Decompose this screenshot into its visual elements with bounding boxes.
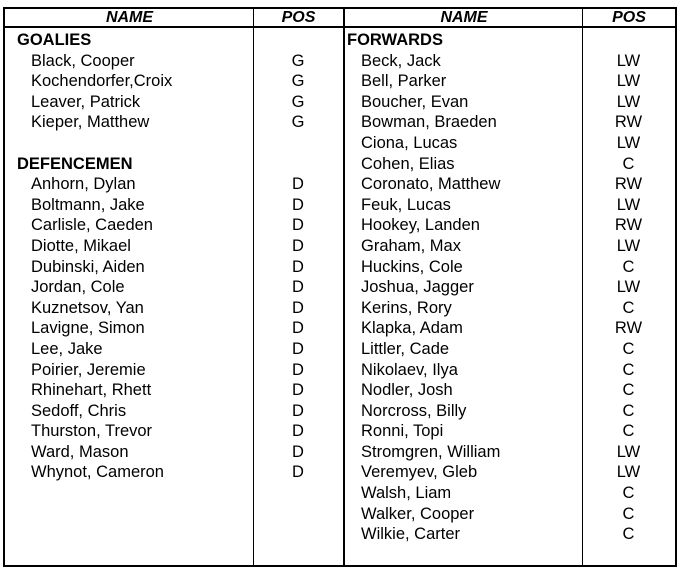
player-name: Lavigne, Simon xyxy=(31,319,145,338)
goalies-section-title-row xyxy=(5,30,343,51)
player-row xyxy=(345,298,675,319)
player-row xyxy=(5,421,343,442)
player-position: D xyxy=(292,195,304,214)
player-row xyxy=(345,174,675,195)
player-position: D xyxy=(292,216,304,235)
player-name: Bowman, Braeden xyxy=(361,113,497,132)
player-row xyxy=(345,462,675,483)
forwards-section-title: FORWARDS xyxy=(347,31,443,49)
player-position: C xyxy=(622,504,635,523)
header-pos-right: POS xyxy=(612,9,646,26)
player-name: Carlisle, Caeden xyxy=(31,216,153,235)
player-row xyxy=(345,112,675,133)
player-name: Boltmann, Jake xyxy=(31,195,145,214)
player-name: Leaver, Patrick xyxy=(31,92,141,111)
player-name: Boucher, Evan xyxy=(361,92,469,111)
player-position: LW xyxy=(616,278,641,297)
player-name: Coronato, Matthew xyxy=(361,175,501,194)
player-position: RW xyxy=(614,175,643,194)
player-position: LW xyxy=(616,442,641,461)
player-row xyxy=(5,236,343,257)
player-name: Ward, Mason xyxy=(31,442,129,461)
player-row xyxy=(345,421,675,442)
spacer-row xyxy=(5,133,343,154)
player-position: G xyxy=(291,51,305,70)
player-row xyxy=(5,462,343,483)
player-position: C xyxy=(622,381,635,400)
player-row xyxy=(5,174,343,195)
player-position: D xyxy=(292,381,304,400)
player-position: D xyxy=(292,339,304,358)
player-row xyxy=(345,401,675,422)
player-name: Nikolaev, Ilya xyxy=(361,360,458,379)
player-position: C xyxy=(622,298,635,317)
player-row xyxy=(345,339,675,360)
player-name: Walsh, Liam xyxy=(361,484,452,503)
player-name: Stromgren, William xyxy=(361,442,501,461)
player-name: Huckins, Cole xyxy=(361,257,463,276)
player-position: D xyxy=(292,463,304,482)
player-position: D xyxy=(292,319,304,338)
player-position: RW xyxy=(614,319,643,338)
header-name-left: NAME xyxy=(105,9,154,26)
player-position: C xyxy=(622,339,635,358)
player-row xyxy=(5,442,343,463)
player-row xyxy=(345,442,675,463)
player-row xyxy=(5,339,343,360)
defencemen-section-title: DEFENCEMEN xyxy=(17,154,133,173)
header-pos-left: POS xyxy=(281,9,316,26)
player-position: LW xyxy=(616,92,641,111)
player-position: D xyxy=(292,401,304,420)
player-row xyxy=(345,360,675,381)
player-row xyxy=(345,257,675,278)
player-position: G xyxy=(291,113,305,132)
player-name: Veremyev, Gleb xyxy=(361,463,478,482)
player-row xyxy=(5,257,343,278)
player-name: Norcross, Billy xyxy=(361,401,467,420)
player-name: Ronni, Topi xyxy=(361,422,444,441)
player-name: Anhorn, Dylan xyxy=(31,175,136,194)
player-name: Feuk, Lucas xyxy=(361,195,451,214)
player-name: Wilkie, Carter xyxy=(361,525,461,544)
player-name: Hookey, Landen xyxy=(361,216,480,235)
player-position: G xyxy=(291,92,305,111)
player-name: Poirier, Jeremie xyxy=(31,360,146,379)
player-name: Whynot, Cameron xyxy=(31,463,164,482)
player-position: D xyxy=(292,442,304,461)
player-name: Jordan, Cole xyxy=(31,278,125,297)
goalies-section-title: GOALIES xyxy=(17,31,92,49)
player-position: G xyxy=(291,72,305,91)
player-row xyxy=(345,236,675,257)
player-row xyxy=(345,133,675,154)
player-name: Kieper, Matthew xyxy=(31,113,150,132)
player-position: LW xyxy=(616,195,641,214)
player-row xyxy=(5,298,343,319)
player-name: Cohen, Elias xyxy=(361,154,455,173)
player-name: Nodler, Josh xyxy=(361,381,453,400)
player-name: Dubinski, Aiden xyxy=(31,257,145,276)
player-row xyxy=(5,360,343,381)
player-name: Diotte, Mikael xyxy=(31,236,131,255)
player-row xyxy=(5,92,343,113)
player-row xyxy=(5,71,343,92)
player-position: D xyxy=(292,298,304,317)
player-name: Klapka, Adam xyxy=(361,319,463,338)
player-position: D xyxy=(292,236,304,255)
player-row xyxy=(5,318,343,339)
player-row xyxy=(5,215,343,236)
player-position: D xyxy=(292,175,304,194)
player-name: Black, Cooper xyxy=(31,51,135,70)
player-position: C xyxy=(622,360,635,379)
player-name: Kerins, Rory xyxy=(361,298,452,317)
player-row xyxy=(345,51,675,72)
player-position: D xyxy=(292,422,304,441)
player-row xyxy=(345,504,675,525)
player-name: Bell, Parker xyxy=(361,72,447,91)
player-position: C xyxy=(622,525,635,544)
left-column xyxy=(5,30,343,483)
player-row xyxy=(5,401,343,422)
player-position: RW xyxy=(614,216,643,235)
player-row xyxy=(345,92,675,113)
player-position: D xyxy=(292,278,304,297)
player-row xyxy=(5,51,343,72)
player-position: RW xyxy=(614,113,643,132)
right-column xyxy=(345,30,675,545)
player-position: C xyxy=(622,422,635,441)
player-name: Kochendorfer,Croix xyxy=(31,72,173,91)
player-row xyxy=(345,277,675,298)
player-position: D xyxy=(292,257,304,276)
player-row xyxy=(5,112,343,133)
player-row xyxy=(345,380,675,401)
defencemen-section-title-row xyxy=(5,154,343,175)
player-name: Lee, Jake xyxy=(31,339,103,358)
player-row xyxy=(345,483,675,504)
player-row xyxy=(5,277,343,298)
player-name: Walker, Cooper xyxy=(361,504,475,523)
player-position: LW xyxy=(616,51,641,70)
player-row xyxy=(5,195,343,216)
player-position: C xyxy=(622,401,635,420)
player-position: D xyxy=(292,360,304,379)
header-name-right: NAME xyxy=(440,9,488,26)
player-row xyxy=(345,71,675,92)
player-name: Ciona, Lucas xyxy=(361,133,458,152)
player-name: Sedoff, Chris xyxy=(31,401,127,420)
roster-table xyxy=(3,7,677,567)
player-name: Graham, Max xyxy=(361,236,461,255)
player-row xyxy=(345,524,675,545)
forwards-section-title-row xyxy=(345,30,675,51)
player-name: Littler, Cade xyxy=(361,339,450,358)
player-position: C xyxy=(622,484,635,503)
player-row xyxy=(345,195,675,216)
player-name: Joshua, Jagger xyxy=(361,278,474,297)
player-row xyxy=(345,318,675,339)
player-name: Rhinehart, Rhett xyxy=(31,381,152,400)
header-row xyxy=(5,9,675,28)
player-row xyxy=(345,154,675,175)
player-row xyxy=(5,380,343,401)
player-position: C xyxy=(622,154,635,173)
player-position: LW xyxy=(616,463,641,482)
player-row xyxy=(345,215,675,236)
player-position: LW xyxy=(616,72,641,91)
player-name: Kuznetsov, Yan xyxy=(31,298,144,317)
player-position: LW xyxy=(616,133,641,152)
player-position: LW xyxy=(616,236,641,255)
player-name: Thurston, Trevor xyxy=(31,422,153,441)
player-position: C xyxy=(622,257,635,276)
player-name: Beck, Jack xyxy=(361,51,441,70)
